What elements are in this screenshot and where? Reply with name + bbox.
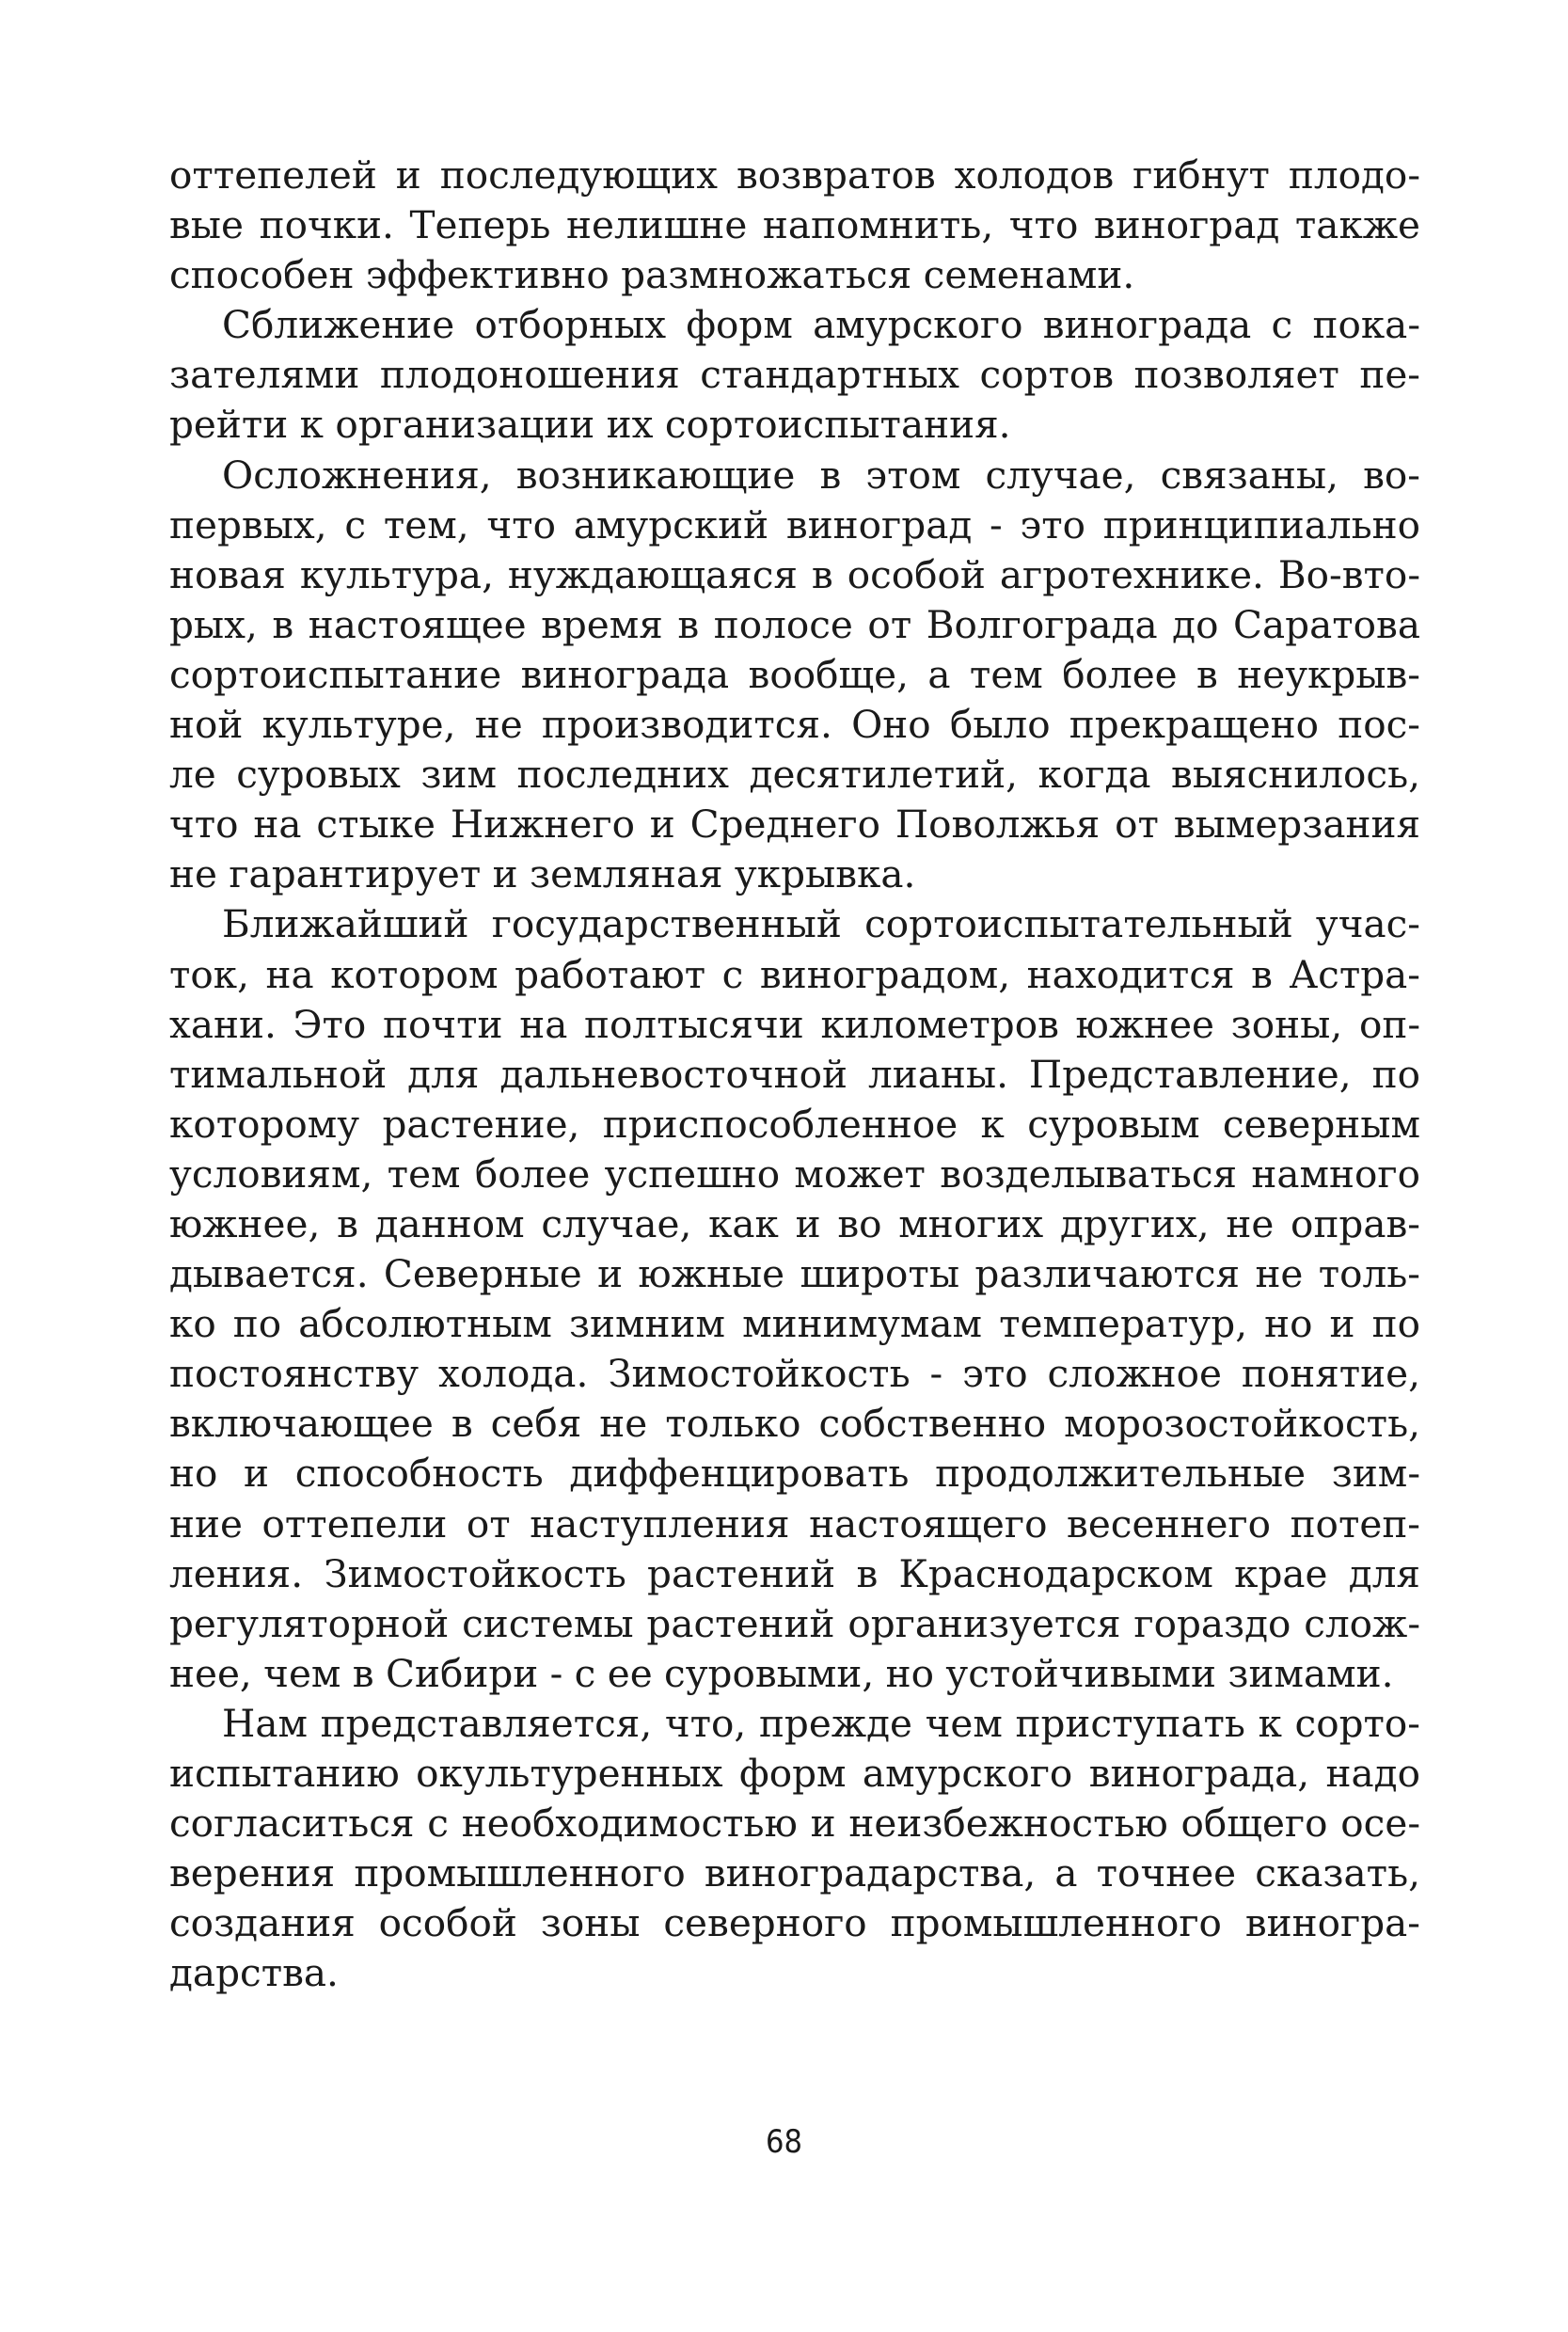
text-line: регуляторной системы растений организуется гораздо слож- (169, 1600, 1420, 1646)
text-line: зателями плодоношения стандартных сортов позволяет пе- (169, 352, 1420, 398)
paragraph-first-line: Сближение отборных форм амурского винограда с пока- (222, 302, 1420, 348)
text-line: сортоиспытание винограда вообще, а тем более в неукрыв- (169, 651, 1420, 697)
text-line: рых, в настоящее время в полосе от Волгограда до Саратова (169, 601, 1420, 647)
paragraph-first-line: Ближайший государственный сортоиспытательный учас- (222, 901, 1420, 947)
text-line: согласиться с необходимостью и неизбежностью общего осе- (169, 1801, 1420, 1847)
text-line: ле суровых зим последних десятилетий, когда выяснилось, (169, 752, 1420, 798)
text-line: что на стыке Нижнего и Среднего Поволжья от вымерзания (169, 801, 1420, 848)
text-line: ние оттепели от наступления настоящего весеннего потеп- (169, 1500, 1420, 1547)
text-line: новая культура, нуждающаяся в особой агротехнике. Во-вто- (169, 551, 1420, 597)
text-line: ко по абсолютным зимним минимумам температур, но и по (169, 1301, 1420, 1347)
text-line: тимальной для дальневосточной лианы. Представление, по (169, 1051, 1420, 1097)
text-line: но и способность диффенцировать продолжительные зим- (169, 1451, 1420, 1497)
text-line: ления. Зимостойкость растений в Краснодарском крае для (169, 1550, 1420, 1596)
paragraph-first-line: Нам представляется, что, прежде чем приступать к сорто- (222, 1700, 1420, 1746)
text-line: испытанию окультуренных форм амурского винограда, надо (169, 1751, 1420, 1796)
page-number: 68 (766, 2123, 802, 2161)
text-line: дарства. (169, 1950, 339, 1996)
paragraph-first-line: Осложнения, возникающие в этом случае, связаны, во- (222, 452, 1420, 498)
text-line: ток, на котором работают с виноградом, находится в Астра- (169, 951, 1420, 997)
text-line: первых, с тем, что амурский виноград - это принципиально (169, 501, 1420, 547)
text-line: которому растение, приспособленное к суровым северным (169, 1101, 1420, 1147)
text-line: оттепелей и последующих возвратов холодов гибнут плодо- (169, 152, 1420, 198)
text-line: способен эффективно размножаться семенами. (169, 252, 1135, 298)
body-text (169, 151, 1420, 1998)
text-line: ной культуре, не производится. Оно было прекращено пос- (169, 702, 1420, 748)
text-line: включающее в себя не только собственно морозостойкость, (169, 1401, 1420, 1447)
text-line: создания особой зоны северного промышленного виногра- (169, 1900, 1420, 1946)
text-line: хани. Это почти на полтысячи километров южнее зоны, оп- (169, 1001, 1420, 1047)
text-line: верения промышленного виноградарства, а точнее сказать, (169, 1850, 1420, 1896)
text-line: вые почки. Теперь нелишне напомнить, что виноград также (169, 202, 1420, 248)
text-line: южнее, в данном случае, как и во многих других, не оправ- (169, 1200, 1420, 1246)
text-line: рейти к организации их сортоиспытания. (169, 402, 1011, 448)
text-line: нее, чем в Сибири - с ее суровыми, но устойчивыми зимами. (169, 1650, 1394, 1696)
text-line: постоянству холода. Зимостойкость - это сложное понятие, (169, 1351, 1420, 1397)
text-line: не гарантирует и земляная укрывка. (169, 851, 916, 897)
text-line: дывается. Северные и южные широты различаются не толь- (169, 1251, 1420, 1297)
text-line: условиям, тем более успешно может возделываться намного (169, 1150, 1420, 1197)
